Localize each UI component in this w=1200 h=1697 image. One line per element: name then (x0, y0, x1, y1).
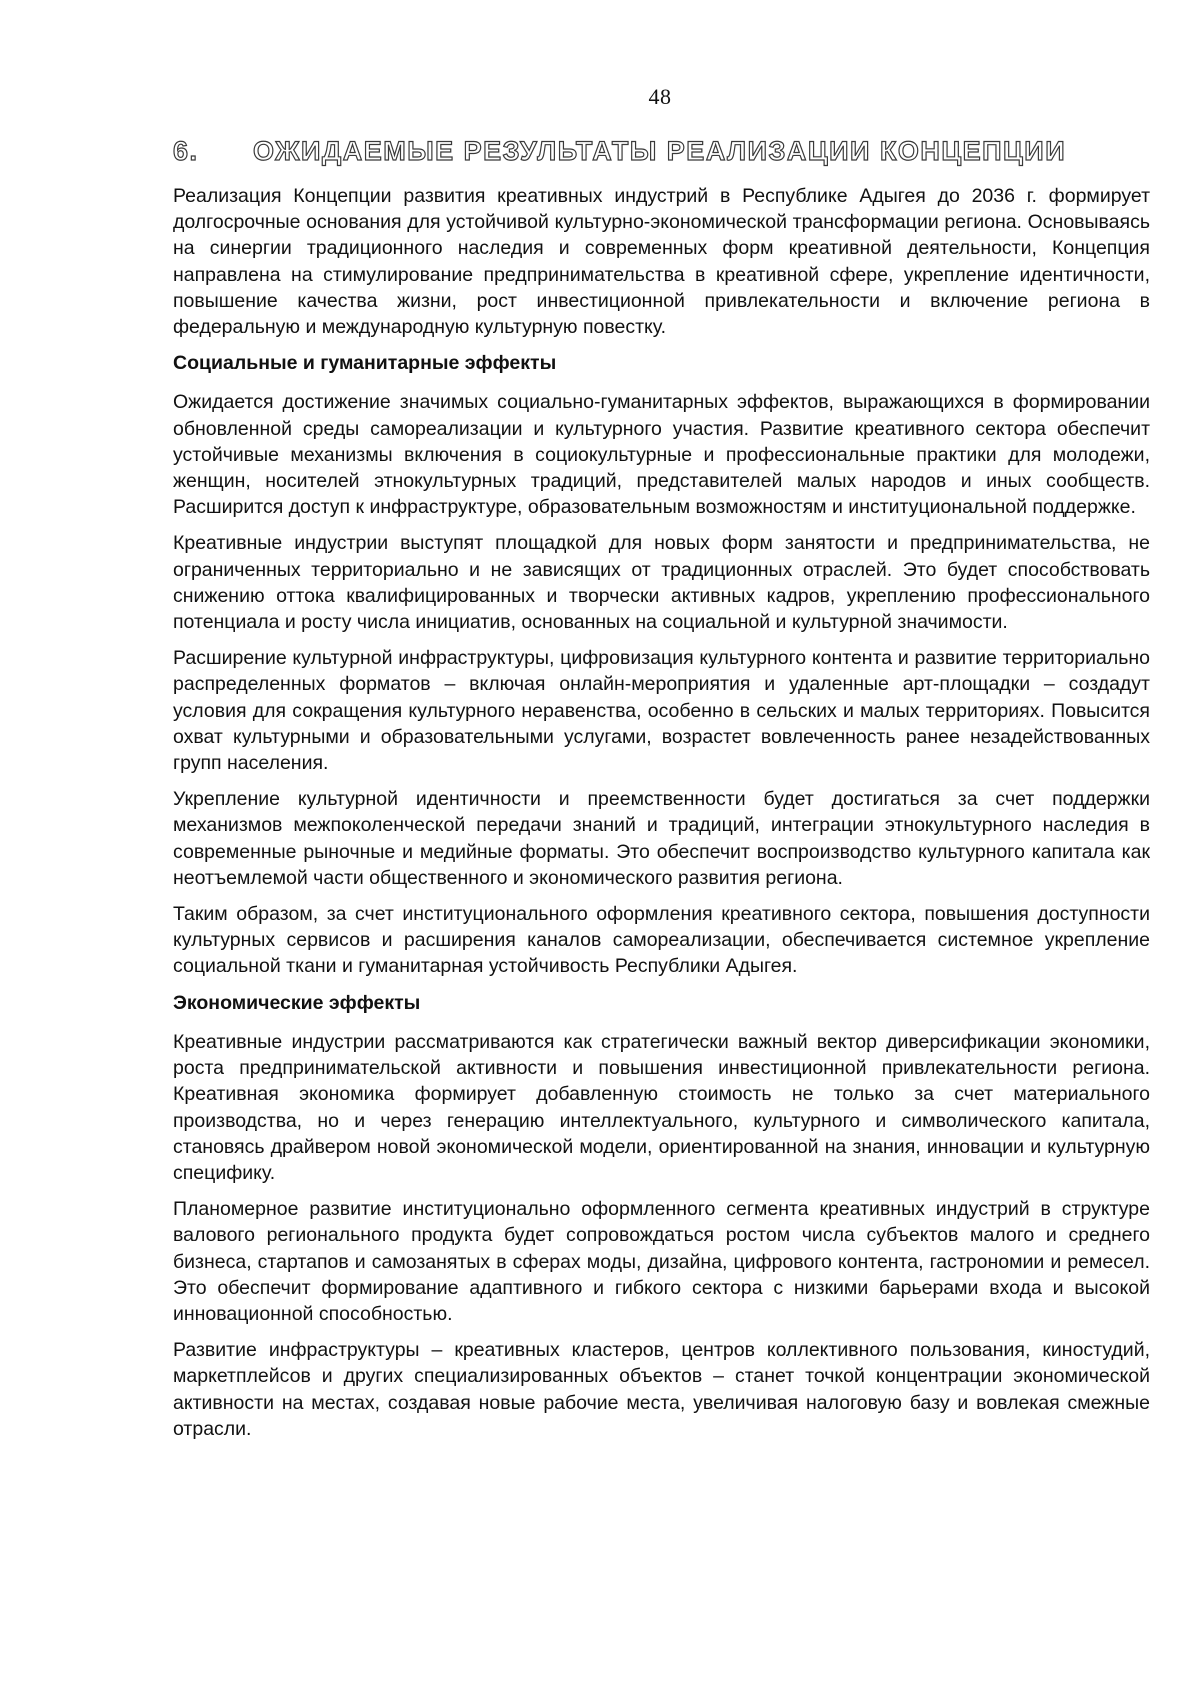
social-paragraph: Креативные индустрии выступят площадкой для новых форм занятости и предпринимательства, не ограниченных территориально и не зависящих от традиционных отраслей. Это будет способствовать снижению оттока квалифицированных и творчески активных кадров, укреплению профессионального потенциала и росту числа инициатив, основанных на социальной и культурной значимости. (173, 532, 1150, 634)
document-body (173, 183, 1150, 1452)
economic-paragraph: Развитие инфраструктуры – креативных кластеров, центров коллективного пользования, киностудий, маркетплейсов и других специализированных объектов – станет точкой концентрации экономической активности на местах, создавая новые рабочие места, увеличивая налоговую базу и вовлекая смежные отрасли. (173, 1339, 1150, 1440)
social-paragraph: Расширение культурной инфраструктуры, цифровизация культурного контента и развитие территориально распределенных форматов – включая онлайн-мероприятия и удаленные арт-площадки – создадут условия для сокращения культурного неравенства, особенно в сельских и малых территориях. Повысится охват культурными и образовательными услугами, возрастет вовлеченность ранее незадействованных групп населения. (173, 647, 1150, 775)
economic-effects-heading: Экономические эффекты (173, 991, 421, 1014)
social-paragraph: Таким образом, за счет институционального оформления креативного сектора, повышения доступности культурных сервисов и расширения каналов самореализации, обеспечивается системное укрепление социальной ткани и гуманитарная устойчивость Республики Адыгея. (173, 903, 1150, 978)
section-title: ОЖИДАЕМЫЕ РЕЗУЛЬТАТЫ РЕАЛИЗАЦИИ КОНЦЕПЦИИ (253, 136, 1067, 166)
page-number: 48 (648, 84, 672, 109)
section-heading (173, 136, 1093, 167)
intro-paragraph: Реализация Концепции развития креативных индустрий в Республике Адыгея до 2036 г. формирует долгосрочные основания для устойчивой культурно-экономической трансформации региона. Основываясь на синергии традиционного наследия и современных форм креативной деятельности, Концепция направлена на стимулирование предпринимательства в креативной сфере, укрепление идентичности, повышение качества жизни, рост инвестиционной привлекательности и включение региона в федеральную и международную культурную повестку. (173, 185, 1150, 339)
economic-paragraph: Креативные индустрии рассматриваются как стратегически важный вектор диверсификации экономики, роста предпринимательской активности и повышения инвестиционной привлекательности региона. Креативная экономика формирует добавленную стоимость не только за счет материального производства, но и через генерацию интеллектуального, культурного и символического капитала, становясь драйвером новой экономической модели, ориентированной на знания, инновации и культурную специфику. (173, 1030, 1150, 1184)
social-paragraph: Укрепление культурной идентичности и преемственности будет достигаться за счет поддержки механизмов межпоколенческой передачи знаний и традиций, интеграции этнокультурного наследия в современные рыночные и медийные форматы. Это обеспечит воспроизводство культурного капитала как неотъемлемой части общественного и экономического развития региона. (173, 788, 1150, 889)
economic-paragraph: Планомерное развитие институционально оформленного сегмента креативных индустрий в структуре валового регионального продукта будет сопровождаться ростом числа субъектов малого и среднего бизнеса, стартапов и самозанятых в сферах моды, дизайна, цифрового контента, гастрономии и ремесел. Это обеспечит формирование адаптивного и гибкого сектора с низкими барьерами входа и высокой инновационной способностью. (173, 1198, 1150, 1325)
section-number: 6. (173, 136, 199, 166)
social-paragraph: Ожидается достижение значимых социально-гуманитарных эффектов, выражающихся в формировании обновленной среды самореализации и культурного участия. Развитие креативного сектора обеспечит устойчивые механизмы включения в социокультурные и профессиональные практики для молодежи, женщин, носителей этнокультурных традиций, представителей малых народов и иных сообществ. Расширится доступ к инфраструктуре, образовательным возможностям и институциональной поддержке. (173, 391, 1150, 519)
social-effects-heading: Социальные и гуманитарные эффекты (173, 352, 557, 375)
